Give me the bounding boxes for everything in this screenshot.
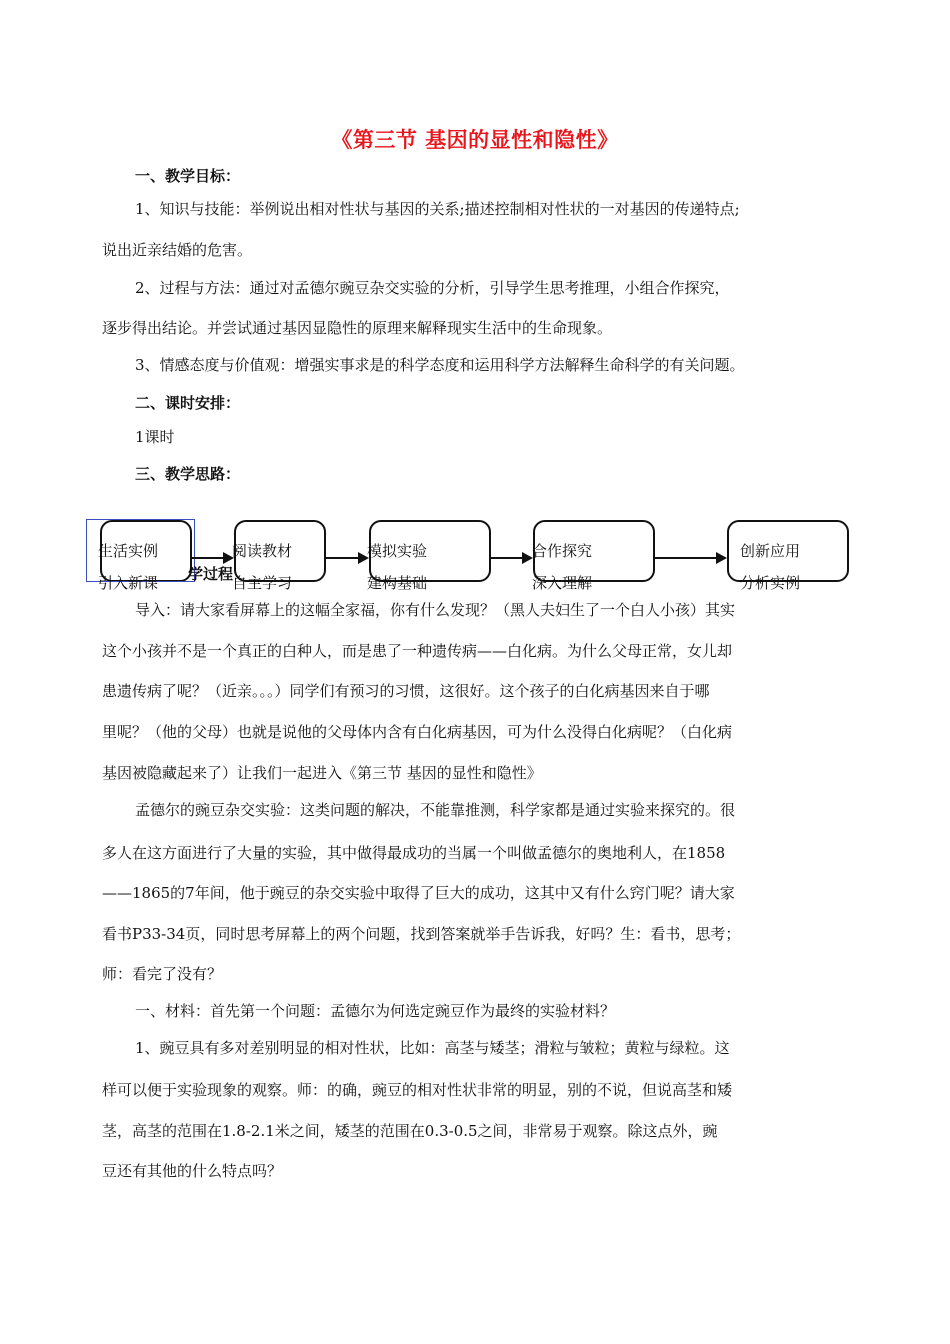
flow-step-1-bottom: 引入新课	[98, 574, 159, 592]
thinking-heading: 三、教学思路：	[135, 465, 241, 483]
body-line: 这个小孩并不是一个真正的白种人，而是患了一种遗传病——白化病。为什么父母正常，女儿却	[102, 642, 733, 660]
goal-3: 3、情感态度与价值观：增强实事求是的科学态度和运用科学方法解释生命科学的有关问题。	[135, 356, 745, 374]
schedule-heading: 二、课时安排：	[135, 394, 241, 412]
flow-step-4-bottom: 深入理解	[532, 574, 593, 592]
page-title: 《第三节 基因的显性和隐性》	[331, 128, 619, 152]
body-line: ——1865的7年间，他于豌豆的杂交实验中取得了巨大的成功，这其中又有什么窍门呢？请大家	[102, 884, 735, 902]
body-line: 多人在这方面进行了大量的实验，其中做得最成功的当属一个叫做孟德尔的奥地利人，在1858	[102, 844, 726, 862]
flow-step-5-top: 创新应用	[740, 542, 801, 560]
flow-step-2-top: 阅读教材	[232, 542, 293, 560]
body-line: 基因被隐藏起来了）让我们一起进入《第三节 基因的显性和隐性》	[102, 764, 542, 782]
body-line: 看书P33-34页，同时思考屏幕上的两个问题，找到答案就举手告诉我，好吗？生：看书，思考；	[102, 925, 741, 943]
body-line: 茎，高茎的范围在1.8-2.1米之间，矮茎的范围在0.3-0.5之间，非常易于观察。除这点外，豌	[102, 1122, 718, 1140]
body-line: 1、豌豆具有多对差别明显的相对性状，比如：高茎与矮茎；滑粒与皱粒；黄粒与绿粒。这	[135, 1039, 730, 1057]
flow-step-2-bottom: 自主学习	[232, 574, 293, 592]
body-line: 里呢？（他的父母）也就是说他的父母体内含有白化病基因，可为什么没得白化病呢？（白化病	[102, 723, 733, 741]
flow-step-4-top: 合作探究	[532, 542, 593, 560]
body-line: 样可以便于实验现象的观察。师：的确，豌豆的相对性状非常的明显，别的不说，但说高茎和矮	[102, 1081, 733, 1099]
flow-step-3-top: 模拟实验	[367, 542, 428, 560]
goal-2-line-2: 逐步得出结论。并尝试通过基因显隐性的原理来解释现实生活中的生命现象。	[102, 319, 613, 337]
body-line: 一、材料：首先第一个问题：孟德尔为何选定豌豆作为最终的实验材料？	[135, 1002, 616, 1020]
goal-1-line-1: 1、知识与技能：举例说出相对性状与基因的关系;描述控制相对性状的一对基因的传递特点;	[135, 200, 740, 218]
flow-arrow-2	[326, 557, 367, 559]
process-heading-fragment: 学过程	[188, 565, 234, 583]
flow-arrow-1	[192, 557, 232, 559]
flow-step-3-bottom: 建构基础	[367, 574, 428, 592]
flow-step-1-top: 生活实例	[98, 542, 159, 560]
body-line: 导入：请大家看屏幕上的这幅全家福，你有什么发现？（黑人夫妇生了一个白人小孩）其实	[135, 601, 736, 619]
body-line: 师：看完了没有？	[102, 965, 223, 983]
flow-step-5-bottom: 分析实例	[740, 574, 801, 592]
goal-1-line-2: 说出近亲结婚的危害。	[102, 241, 253, 259]
schedule-value: 1课时	[135, 428, 175, 446]
body-line: 孟德尔的豌豆杂交实验：这类问题的解决，不能靠推测，科学家都是通过实验来探究的。很	[135, 801, 736, 819]
flow-arrow-4	[655, 557, 725, 559]
goals-heading: 一、教学目标：	[135, 167, 241, 185]
body-line: 患遗传病了呢？（近亲。。。）同学们有预习的习惯，这很好。这个孩子的白化病基因来自于哪	[102, 682, 710, 700]
body-line: 豆还有其他的什么特点吗？	[102, 1162, 283, 1180]
flow-arrow-3	[491, 557, 531, 559]
goal-2-line-1: 2、过程与方法：通过对孟德尔豌豆杂交实验的分析，引导学生思考推理，小组合作探究，	[135, 279, 730, 297]
